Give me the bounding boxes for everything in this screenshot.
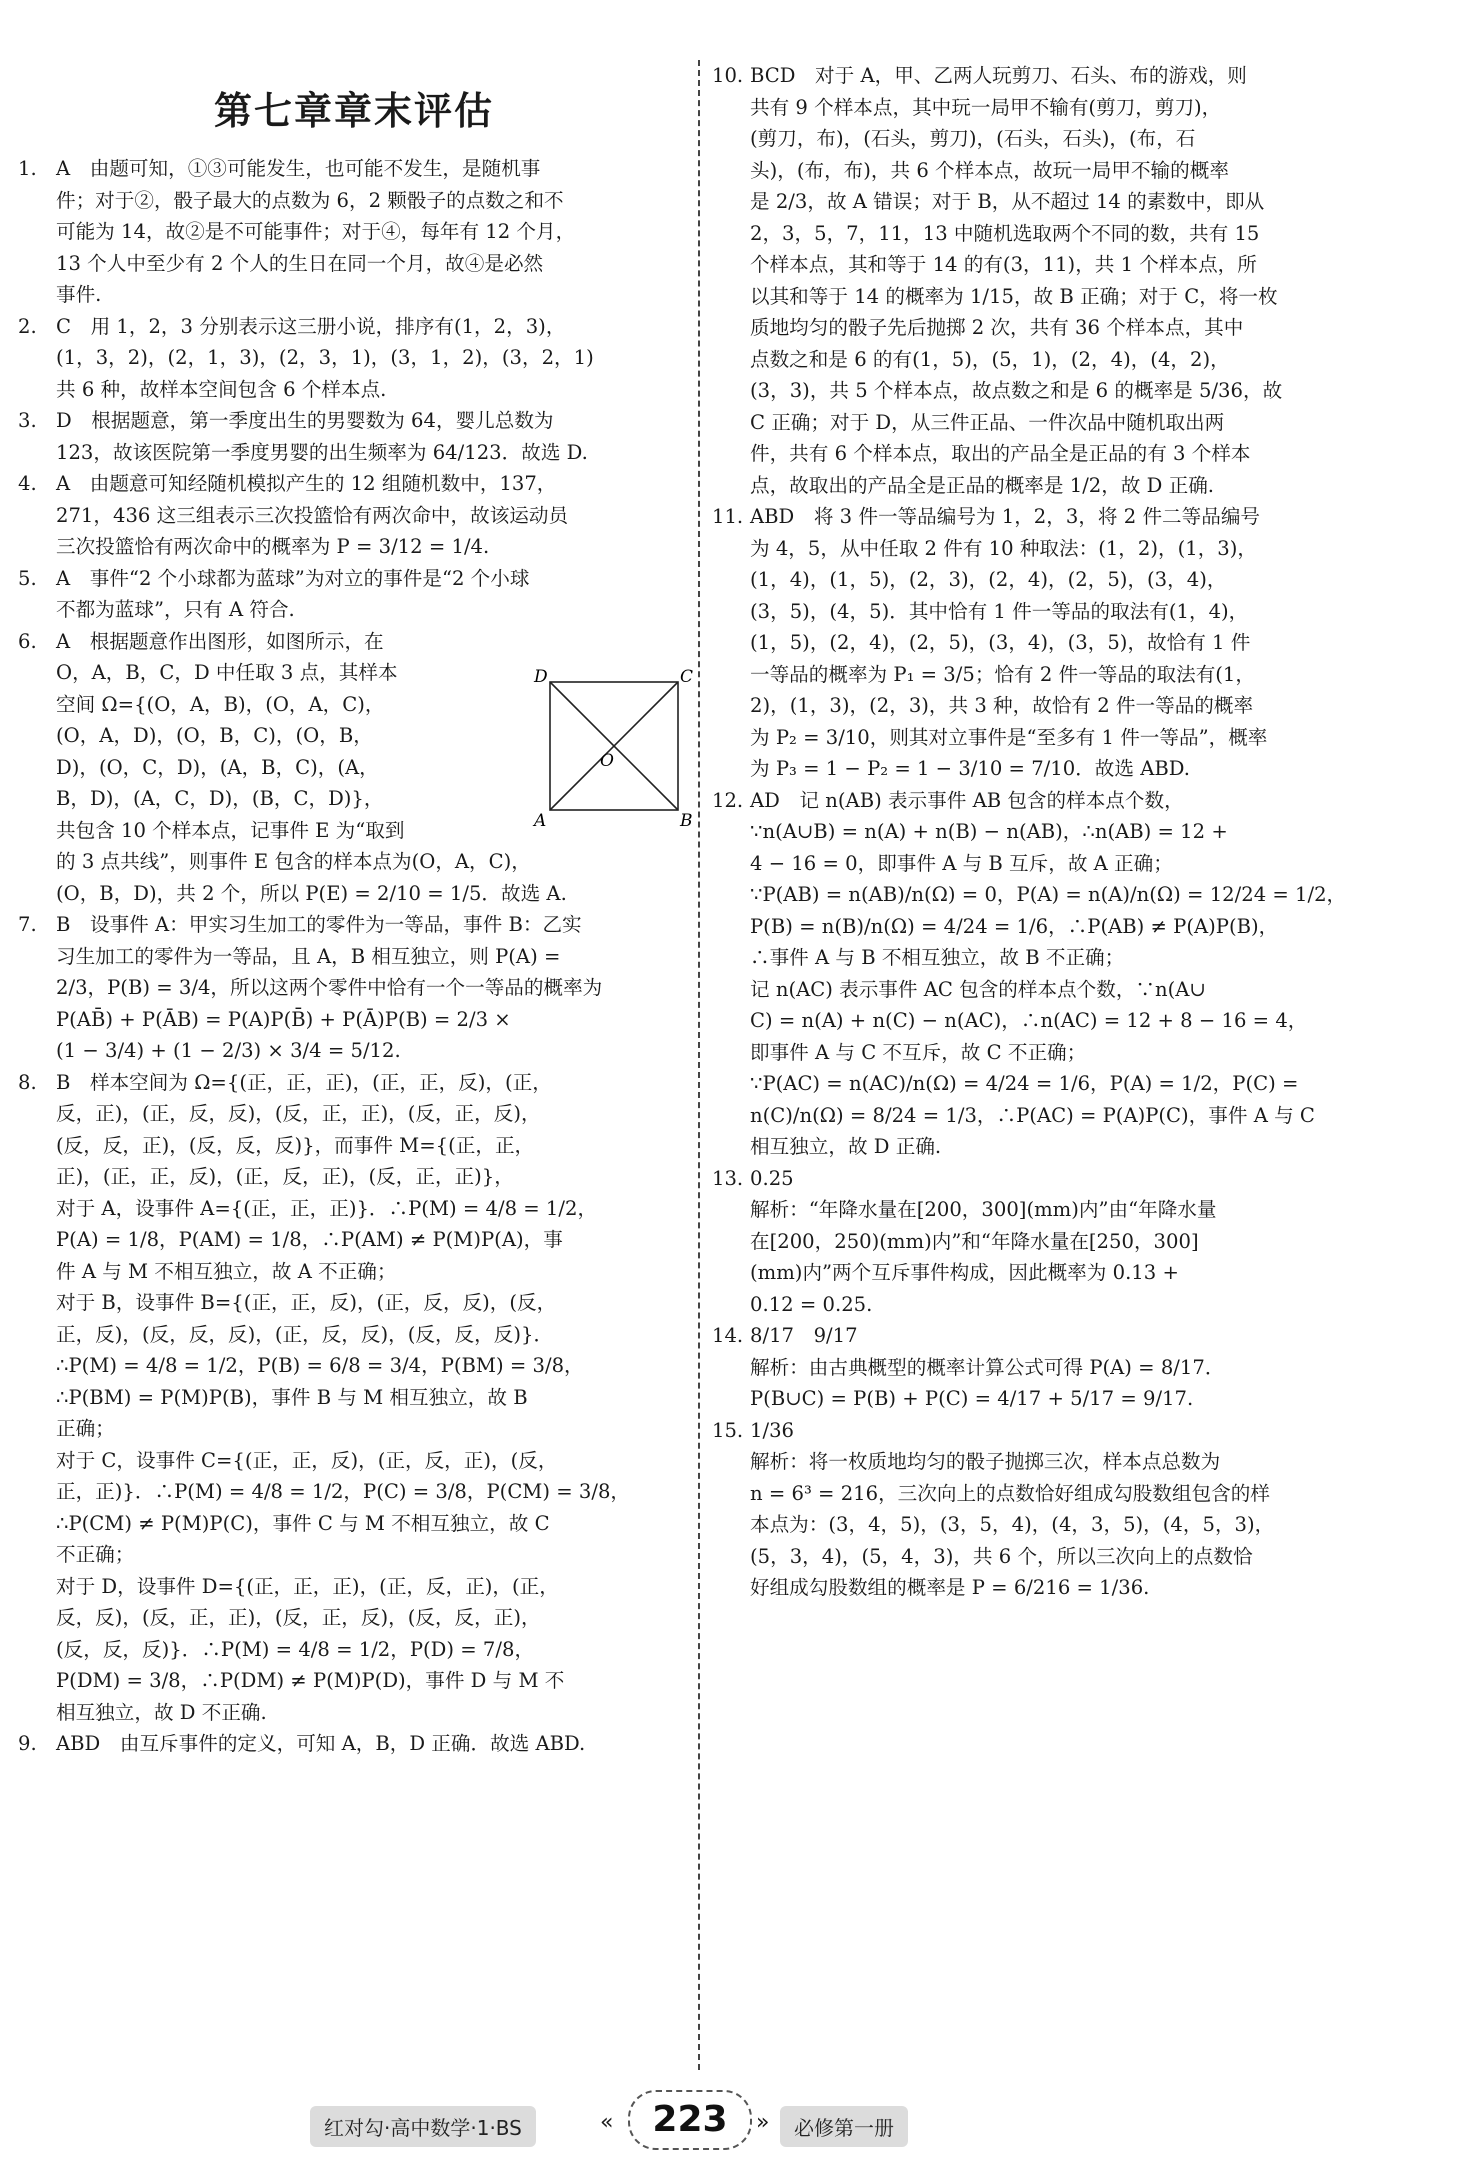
answer-line: D)，(O，C，D)，(A，B，C)，(A， xyxy=(56,755,379,779)
answer-line: (剪刀，布)，(石头，剪刀)，(石头，石头)，(布，石 xyxy=(750,127,1196,150)
footer-volume: 必修第一册 xyxy=(780,2106,908,2147)
item-number: 1. xyxy=(18,157,37,180)
answer-line: ∴事件 A 与 B 不相互独立，故 B 不正确； xyxy=(750,946,1125,969)
answer-line: 件；对于②，骰子最大的点数为 6，2 颗骰子的点数之和不 xyxy=(56,188,564,212)
answer-line: 正，反)，(反，反，反)，(正，反，反)，(反，反，反)}． xyxy=(56,1322,554,1346)
answer-line: 对于 D，设事件 D={(正，正，正)，(正，反，正)，(正， xyxy=(56,1574,559,1598)
answer-line: 不都为蓝球”，只有 A 符合. xyxy=(56,598,295,621)
answer-line: O，A，B，C，D 中任取 3 点，其样本 xyxy=(56,661,398,684)
answer-line: C) = n(A) + n(C) − n(AC)，∴n(AC) = 12 + 8 − 16 = 4， xyxy=(750,1009,1308,1032)
answer-line: (1 − 3/4) + (1 − 2/3) × 3/4 = 5/12. xyxy=(56,1039,401,1062)
right-column xyxy=(712,60,1392,1604)
answer-line: 8/17 9/17 xyxy=(750,1324,858,1347)
answer-item xyxy=(18,405,690,468)
answer-line: 个样本点，其和等于 14 的有(3，11)，共 1 个样本点，所 xyxy=(750,253,1257,276)
answer-line: 点，故取出的产品全是正品的概率是 1/2，故 D 正确. xyxy=(750,473,1215,497)
answer-line: C 正确；对于 D，从三件正品、一件次品中随机取出两 xyxy=(750,410,1225,434)
answer-line: 4 − 16 = 0，即事件 A 与 B 互斥，故 A 正确； xyxy=(750,851,1173,875)
answer-line: ∵n(A∪B) = n(A) + n(B) − n(AB)，∴n(AB) = 12 + xyxy=(750,820,1228,843)
answer-line: A 根据题意作出图形，如图所示，在 xyxy=(56,629,384,653)
answer-line: 解析：将一枚质地均匀的骰子抛掷三次，样本点总数为 xyxy=(750,1450,1221,1473)
answer-item xyxy=(18,311,690,406)
answer-line: (5，3，4)，(5，4，3)，共 6 个，所以三次向上的点数恰 xyxy=(750,1544,1253,1568)
answer-line: 可能为 14，故②是不可能事件；对于④，每年有 12 个月， xyxy=(56,220,576,243)
footer-arrow-right: » xyxy=(756,2110,770,2135)
answer-line: AD 记 n(AB) 表示事件 AB 包含的样本点个数， xyxy=(750,788,1184,812)
answer-line: 件，共有 6 个样本点，取出的产品全是正品的有 3 个样本 xyxy=(750,442,1251,465)
answer-line: D 根据题意，第一季度出生的男婴数为 64，婴儿总数为 xyxy=(56,409,554,432)
answer-line: 不正确； xyxy=(56,1543,135,1566)
answer-line: 反，反)，(反，正，正)，(反，正，反)，(反，反，正)， xyxy=(56,1606,541,1629)
answer-item xyxy=(712,785,1392,1163)
answer-line: P(A) = 1/8，P(AM) = 1/8，∴P(AM) ≠ P(M)P(A)，事 xyxy=(56,1228,563,1251)
answer-line: B 设事件 A：甲实习生加工的零件为一等品，事件 B：乙实 xyxy=(56,913,582,936)
answer-item xyxy=(18,1728,690,1760)
answer-line: n(C)/n(Ω) = 8/24 = 1/3，∴P(AC) = P(A)P(C)，事件 A 与 C xyxy=(750,1103,1315,1127)
answer-line: 的 3 点共线”，则事件 E 包含的样本点为(O，A，C)， xyxy=(56,850,531,873)
item-number: 8. xyxy=(18,1070,37,1094)
answer-line: P(DM) = 3/8，∴P(DM) ≠ P(M)P(D)，事件 D 与 M 不 xyxy=(56,1669,565,1692)
answer-line: (3，3)，共 5 个样本点，故点数之和是 6 的概率是 5/36，故 xyxy=(750,379,1283,402)
answer-line: 0.12 = 0.25. xyxy=(750,1292,873,1316)
answer-line: 123，故该医院第一季度男婴的出生频率为 64/123．故选 D. xyxy=(56,440,588,464)
label-d: D xyxy=(534,667,548,687)
label-c: C xyxy=(680,667,694,687)
answer-line: B，D)，(A，C，D)，(B，C，D)}， xyxy=(56,787,384,810)
answer-item xyxy=(18,563,690,626)
item-number: 3. xyxy=(18,409,37,432)
answer-line: 正，正)}．∴P(M) = 4/8 = 1/2，P(C) = 3/8，P(CM) = 3/8， xyxy=(56,1480,631,1503)
item-number: 11. xyxy=(712,505,744,528)
answer-item xyxy=(18,468,690,563)
answer-line: 正确； xyxy=(56,1417,115,1440)
answer-line: A 由题可知，①③可能发生，也可能不发生，是随机事 xyxy=(56,157,541,180)
answer-line: B 样本空间为 Ω={(正，正，正)，(正，正，反)，(正， xyxy=(56,1070,552,1094)
answer-line: 共有 9 个样本点，其中玩一局甲不输有(剪刀，剪刀)， xyxy=(750,95,1222,119)
right-answer-list xyxy=(712,60,1392,1604)
answer-item xyxy=(18,909,690,1067)
answer-item xyxy=(712,501,1392,785)
answer-line: 好组成勾股数组的概率是 P = 6/216 = 1/36. xyxy=(750,1576,1150,1599)
answer-line: C 用 1，2，3 分别表示这三册小说，排序有(1，2，3)， xyxy=(56,314,566,338)
answer-line: 相互独立，故 D 正确. xyxy=(750,1135,942,1158)
answer-line: 13 个人中至少有 2 个人的生日在同一个月，故④是必然 xyxy=(56,251,544,275)
answer-line: 件 A 与 M 不相互独立，故 A 不正确； xyxy=(56,1259,397,1283)
answer-line: 记 n(AC) 表示事件 AC 包含的样本点个数，∵n(A∪ xyxy=(750,977,1206,1001)
answer-line: P(B) = n(B)/n(Ω) = 4/24 = 1/6，∴P(AB) ≠ P(A)P(B)， xyxy=(750,914,1279,938)
answer-line: (反，反，反)}．∴P(M) = 4/8 = 1/2，P(D) = 7/8， xyxy=(56,1637,535,1661)
answer-line: ∵P(AB) = n(AB)/n(Ω) = 0，P(A) = n(A)/n(Ω) = 12/24 = 1/2， xyxy=(750,883,1347,906)
item-number: 12. xyxy=(712,788,744,812)
column-divider xyxy=(698,60,700,2070)
item-number: 2. xyxy=(18,314,37,338)
answer-line: 本点为：(3，4，5)，(3，5，4)，(4，3，5)，(4，5，3)， xyxy=(750,1513,1275,1536)
answer-line: 事件. xyxy=(56,283,102,306)
answer-line: 是 2/3，故 A 错误；对于 B，从不超过 14 的素数中，即从 xyxy=(750,190,1265,213)
answer-line: n = 6³ = 216，三次向上的点数恰好组成勾股数组包含的样 xyxy=(750,1481,1270,1505)
answer-line: 反，正)，(正，反，反)，(反，正，正)，(反，正，反)， xyxy=(56,1102,541,1125)
answer-line: (1，3，2)，(2，1，3)，(2，3，1)，(3，1，2)，(3，2，1) xyxy=(56,346,594,369)
label-o: O xyxy=(600,751,614,771)
answer-line: 为 P₂ = 3/10，则其对立事件是“至多有 1 件一等品”，概率 xyxy=(750,725,1268,749)
item-number: 4. xyxy=(18,472,37,495)
answer-line: 对于 B，设事件 B={(正，正，反)，(正，反，反)，(反， xyxy=(56,1291,557,1314)
answer-item xyxy=(18,153,690,311)
answer-line: 三次投篮恰有两次命中的概率为 P = 3/12 = 1/4. xyxy=(56,535,490,558)
item-number: 5. xyxy=(18,566,37,590)
answer-line: 在[200，250)(mm)内”和“年降水量在[250，300] xyxy=(750,1229,1199,1253)
left-answer-list xyxy=(18,153,690,1760)
answer-line: (1，4)，(1，5)，(2，3)，(2，4)，(2，5)，(3，4)， xyxy=(750,568,1227,591)
answer-line: ∴P(BM) = P(M)P(B)，事件 B 与 M 相互独立，故 B xyxy=(56,1385,528,1409)
page-footer xyxy=(310,2096,1160,2156)
answer-line: 解析：“年降水量在[200，300](mm)内”由“年降水量 xyxy=(750,1198,1217,1221)
answer-line: (3，5)，(4，5)．其中恰有 1 件一等品的取法有(1，4)， xyxy=(750,599,1249,623)
answer-line: 质地均匀的骰子先后抛掷 2 次，共有 36 个样本点，其中 xyxy=(750,316,1244,339)
answer-line: BCD 对于 A，甲、乙两人玩剪刀、石头、布的游戏，则 xyxy=(750,64,1247,87)
answer-line: 2/3，P(B) = 3/4，所以这两个零件中恰有一个一等品的概率为 xyxy=(56,976,603,999)
label-a: A xyxy=(534,811,547,831)
answer-line: P(B∪C) = P(B) + P(C) = 4/17 + 5/17 = 9/17. xyxy=(750,1387,1194,1410)
label-b: B xyxy=(680,811,693,831)
answer-line: 对于 A，设事件 A={(正，正，正)}．∴P(M) = 4/8 = 1/2， xyxy=(56,1196,598,1220)
answer-line: 一等品的概率为 P₁ = 3/5；恰有 2 件一等品的取法有(1， xyxy=(750,662,1255,686)
square-diagram xyxy=(530,667,694,831)
item-number: 14. xyxy=(712,1324,744,1347)
answer-item xyxy=(712,60,1392,501)
answer-line: (反，反，正)，(反，反，反)}，而事件 M={(正，正， xyxy=(56,1133,535,1157)
answer-line: 正)，(正，正，反)，(正，反，正)，(反，正，正)}， xyxy=(56,1165,514,1188)
answer-item xyxy=(18,1067,690,1729)
answer-line: A 事件“2 个小球都为蓝球”为对立的事件是“2 个小球 xyxy=(56,566,530,590)
answer-line: A 由题意可知经随机模拟产生的 12 组随机数中，137， xyxy=(56,472,557,495)
answer-line: ∴P(CM) ≠ P(M)P(C)，事件 C 与 M 不相互独立，故 C xyxy=(56,1511,550,1535)
item-number: 13. xyxy=(712,1166,744,1190)
item-number: 7. xyxy=(18,913,37,936)
answer-line: 1/36 xyxy=(750,1418,794,1442)
answer-line: (O，B，D)，共 2 个，所以 P(E) = 2/10 = 1/5．故选 A. xyxy=(56,881,567,905)
item-number: 15. xyxy=(712,1418,744,1442)
answer-line: 头)，(布，布)，共 6 个样本点，故玩一局甲不输的概率 xyxy=(750,158,1229,182)
answer-line: P(AB̄) + P(ĀB) = P(A)P(B̄) + P(Ā)P(B) = 2/3 × xyxy=(56,1007,511,1031)
answer-line: ABD 将 3 件一等品编号为 1，2，3，将 2 件二等品编号 xyxy=(750,505,1261,528)
page-title: 第七章章末评估 xyxy=(213,89,494,133)
answer-item xyxy=(712,1320,1392,1415)
answer-line: 以其和等于 14 的概率为 1/15，故 B 正确；对于 C，将一枚 xyxy=(750,284,1278,308)
answer-line: ∵P(AC) = n(AC)/n(Ω) = 4/24 = 1/6，P(A) = 1/2，P(C) = xyxy=(750,1072,1299,1095)
answer-line: 为 P₃ = 1 − P₂ = 1 − 3/10 = 7/10．故选 ABD. xyxy=(750,757,1190,780)
answer-line: 2)，(1，3)，(2，3)，共 3 种，故恰有 2 件一等品的概率 xyxy=(750,694,1254,717)
answer-line: (1，5)，(2，4)，(2，5)，(3，4)，(3，5)，故恰有 1 件 xyxy=(750,631,1251,654)
answer-line: 为 4，5，从中任取 2 件有 10 种取法：(1，2)，(1，3)， xyxy=(750,536,1258,560)
answer-item xyxy=(712,1415,1392,1604)
item-number: 6. xyxy=(18,629,37,653)
footer-book-title: 红对勾·高中数学·1·BS xyxy=(310,2106,536,2147)
answer-line: (O，A，D)，(O，B，C)，(O，B， xyxy=(56,724,373,747)
footer-arrow-left: « xyxy=(600,2110,614,2135)
answer-line: 0.25 xyxy=(750,1166,794,1190)
answer-line: (mm)内”两个互斥事件构成，因此概率为 0.13 + xyxy=(750,1261,1179,1284)
answer-line: 对于 C，设事件 C={(正，正，反)，(正，反，正)，(反， xyxy=(56,1448,558,1472)
answer-line: 271，436 这三组表示三次投篮恰有两次命中，故该运动员 xyxy=(56,503,569,527)
left-column xyxy=(18,60,690,1760)
answer-line: 2，3，5，7，11，13 中随机选取两个不同的数，共有 15 xyxy=(750,221,1260,245)
answer-line: 共包含 10 个样本点，记事件 E 为“取到 xyxy=(56,818,405,842)
item-number: 10. xyxy=(712,64,744,87)
answer-line: ∴P(M) = 4/8 = 1/2，P(B) = 6/8 = 3/4，P(BM) = 3/8， xyxy=(56,1354,584,1377)
item-number: 9. xyxy=(18,1732,37,1755)
answer-line: 点数之和是 6 的有(1，5)，(5，1)，(2，4)，(4，2)， xyxy=(750,347,1230,371)
answer-line: 相互独立，故 D 不正确. xyxy=(56,1700,267,1724)
page-number: 223 xyxy=(628,2090,752,2150)
answer-item xyxy=(712,1163,1392,1321)
answer-line: 即事件 A 与 C 不互斥，故 C 不正确； xyxy=(750,1040,1087,1064)
answer-line: 共 6 种，故样本空间包含 6 个样本点. xyxy=(56,377,387,401)
answer-line: 习生加工的零件为一等品，且 A，B 相互独立，则 P(A) = xyxy=(56,944,561,968)
answer-line: 空间 Ω={(O，A，B)，(O，A，C)， xyxy=(56,692,385,716)
answer-line: 解析：由古典概型的概率计算公式可得 P(A) = 8/17． xyxy=(750,1355,1225,1379)
answer-line: ABD 由互斥事件的定义，可知 A，B，D 正确．故选 ABD. xyxy=(56,1732,586,1755)
